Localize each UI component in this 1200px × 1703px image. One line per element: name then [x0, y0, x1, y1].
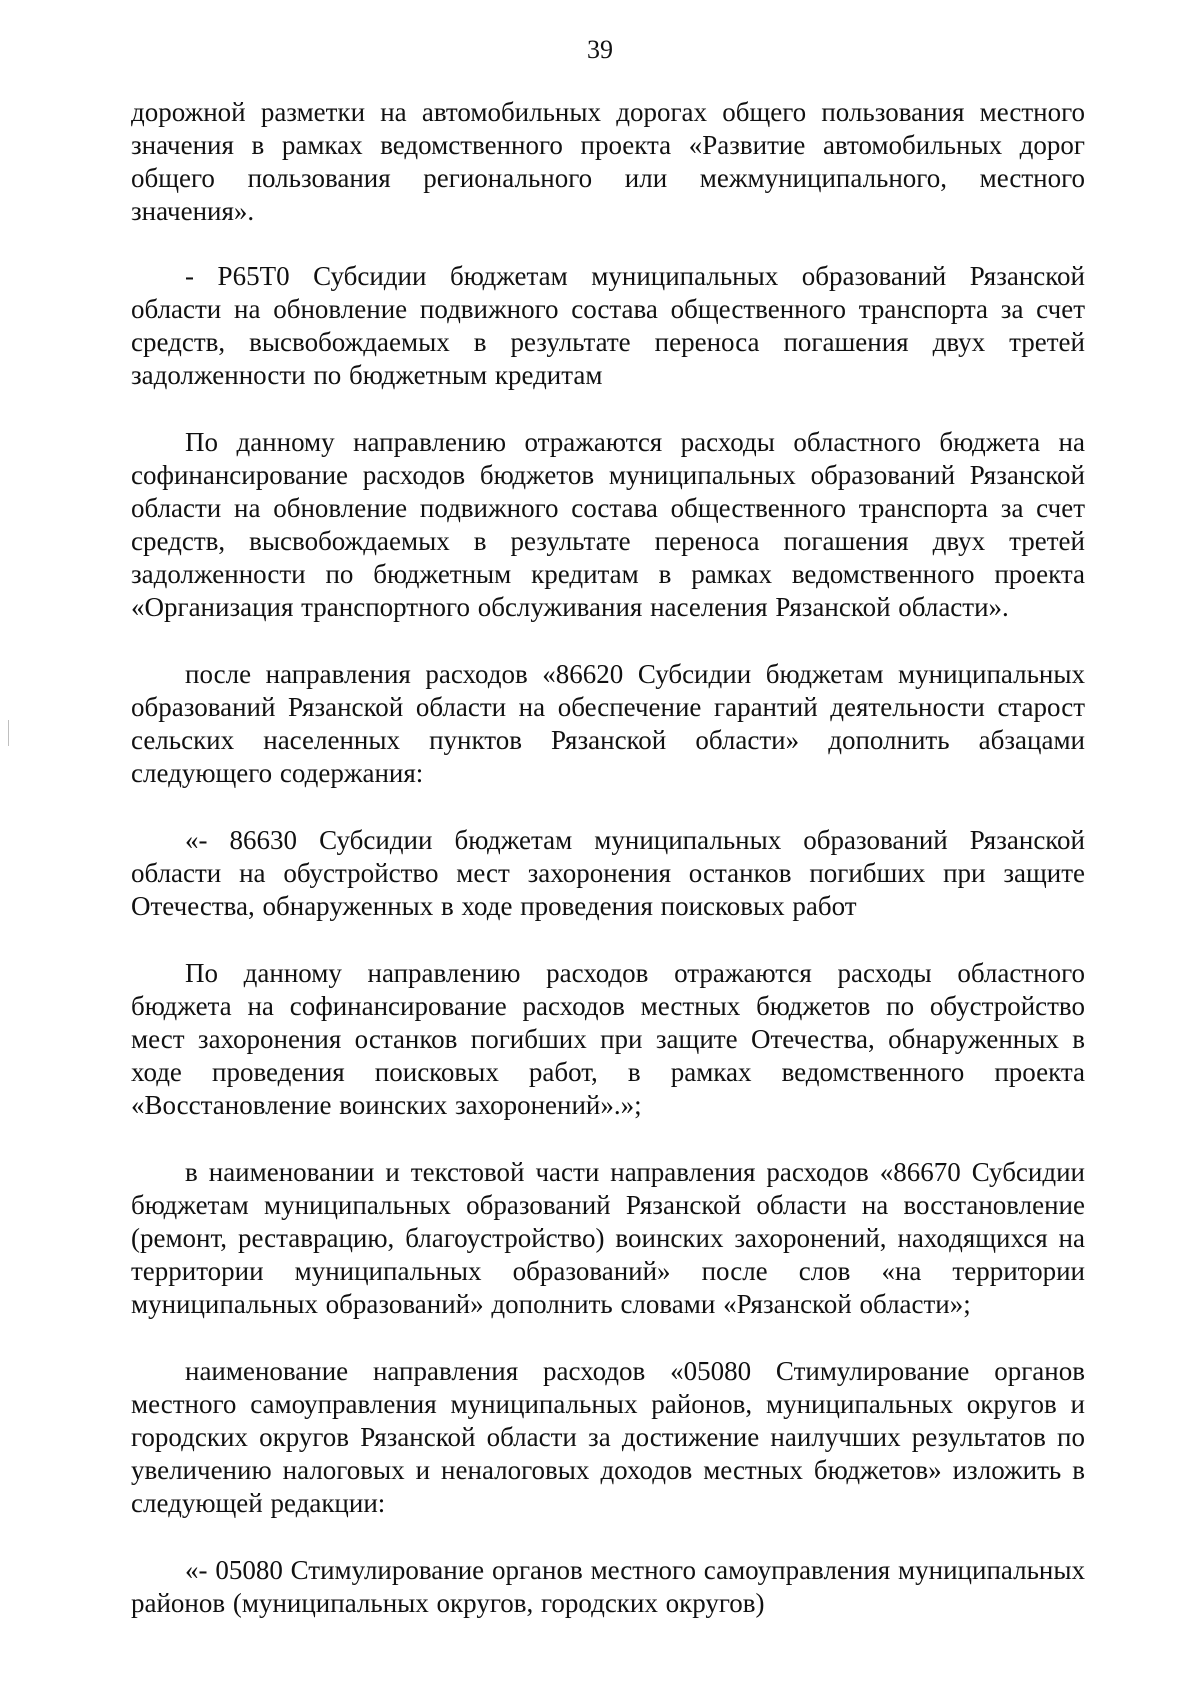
paragraph-05080-new-edition: «- 05080 Стимулирование органов местного самоуправления муниципальных районов (муниципальных округов, городских округов): [131, 1555, 1085, 1618]
paragraph-road-markings: дорожной разметки на автомобильных дорогах общего пользования местного значения в рамках ведомственного проекта «Развитие автомобильных дорог общего пользования регионального или межмуниципального, местного значения».: [131, 97, 1085, 226]
paragraph-86670-amendment: в наименовании и текстовой части направления расходов «86670 Субсидии бюджетам муниципальных образований Рязанской области на восстановление (ремонт, реставрацию, благоустройство) воинских захоронений, находящихся на территории муниципальных образований» после слов «на территории муниципальных образований» дополнить словами «Рязанской области»;: [131, 1157, 1085, 1319]
document-body: [131, 96, 1085, 1620]
paragraph-86630-subsidy: «- 86630 Субсидии бюджетам муниципальных образований Рязанской области на обустройство мест захоронения останков погибших при защите Отечества, обнаруженных в ходе проведения поисковых работ: [131, 825, 1085, 921]
paragraph-transport-expenses: По данному направлению отражаются расходы областного бюджета на софинансирование расходов бюджетов муниципальных образований Рязанской области на обновление подвижного состава общественного транспорта за счет средств, высвобождаемых в результате переноса погашения двух третей задолженности по бюджетным кредитам в рамках ведомственного проекта «Организация транспортного обслуживания населения Рязанской области».: [131, 427, 1085, 622]
paragraph-05080-name: наименование направления расходов «05080 Стимулирование органов местного самоуправления муниципальных районов, муниципальных округов и городских округов Рязанской области за достижение наилучших результатов по увеличению налоговых и неналоговых доходов местных бюджетов» изложить в следующей редакции:: [131, 1356, 1085, 1518]
paragraph-p65t0-subsidy: - Р65Т0 Субсидии бюджетам муниципальных образований Рязанской области на обновление подвижного состава общественного транспорта за счет средств, высвобождаемых в результате переноса погашения двух третей задолженности по бюджетным кредитам: [131, 261, 1085, 390]
paragraph-after-86620: после направления расходов «86620 Субсидии бюджетам муниципальных образований Рязанской области на обеспечение гарантий деятельности старост сельских населенных пунктов Рязанской области» дополнить абзацами следующего содержания:: [131, 659, 1085, 788]
paragraph-burial-expenses: По данному направлению расходов отражаются расходы областного бюджета на софинансирование расходов местных бюджетов по обустройство мест захоронения останков погибших при защите Отечества, обнаруженных в ходе проведения поисковых работ, в рамках ведомственного проекта «Восстановление воинских захоронений».»;: [131, 958, 1085, 1120]
scan-margin-mark: [8, 720, 9, 746]
page-number: 39: [587, 35, 613, 64]
